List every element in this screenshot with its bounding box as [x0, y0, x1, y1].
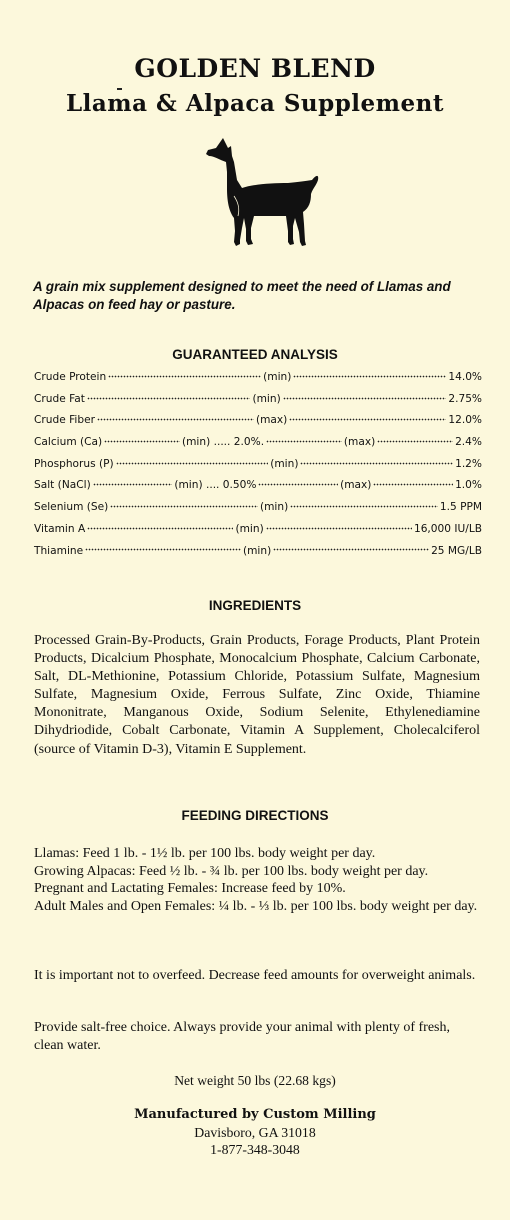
llama-silhouette-icon — [202, 136, 320, 250]
leader-dots — [85, 544, 241, 554]
ingredients-heading: INGREDIENTS — [208, 598, 302, 613]
analysis-row — [34, 413, 482, 435]
leader-dots — [110, 500, 258, 510]
feeding-line-growing-alpacas: Growing Alpacas: Feed ½ lb. - ¾ lb. per 100 lbs. body weight per day. — [34, 863, 429, 879]
nutrient-name: Crude Fiber — [34, 414, 95, 427]
leader-dots — [108, 370, 261, 380]
leader-dots — [97, 413, 254, 423]
leader-dots — [377, 435, 453, 445]
leader-dots — [293, 370, 446, 380]
nutrient-value: 16,000 IU/LB — [413, 522, 483, 535]
leader-dots — [87, 392, 251, 402]
nutrient-name: Thiamine — [34, 544, 84, 557]
nutrient-name: Crude Protein — [34, 371, 107, 383]
feeding-heading: FEEDING DIRECTIONS — [181, 808, 329, 823]
nutrient-qualifier: (max) — [343, 436, 376, 449]
analysis-row — [34, 392, 482, 414]
leader-dots — [104, 435, 180, 445]
nutrient-qualifier: (min) — [259, 501, 289, 514]
nutrient-value: 1.0% — [455, 479, 482, 492]
product-title: GOLDEN BLEND — [134, 54, 376, 83]
nutrient-value: 12.0% — [448, 414, 482, 427]
manufacturer-block — [0, 1106, 510, 1159]
leader-dots — [273, 544, 429, 554]
analysis-row — [34, 370, 482, 392]
analysis-row — [34, 435, 482, 457]
leader-dots — [266, 435, 342, 445]
analysis-row — [34, 500, 482, 522]
feeding-line-llamas: Llamas: Feed 1 lb. - 1½ lb. per 100 lbs. body weight per day. — [34, 846, 376, 861]
manufacturer-name: Manufactured by Custom Milling — [134, 1107, 376, 1122]
nutrient-qualifier: (min) — [270, 457, 299, 470]
leader-dots — [373, 478, 453, 488]
nutrient-value: 1.2% — [455, 457, 482, 470]
leader-dots — [289, 413, 446, 423]
nutrient-qualifier: (max) — [255, 414, 288, 427]
leader-dots — [300, 457, 453, 467]
nutrient-name: Vitamin A — [34, 522, 86, 535]
ingredients-text: Processed Grain-By-Products, Grain Products, Forage Products, Plant Protein Products, Dicalcium Phosphate, Monocalcium Phosphate, Calcium Carbonate, Salt, DL-Methionine, Potassium Chloride, Potassium Sulfate, Magnesium Sulfate, Magnesium Oxide, Ferrous Sulfate, Zinc Oxide, Thiamine Mononitrate, Manganous Oxide, Sodium Selenite, Ethylenediamine Dihydriodide, Cobalt Carbonate, Vitamin A Supplement, Cholecalciferol (source of Vitamin D-3), Vitamin E Supplement. — [34, 633, 480, 757]
nutrient-name: Crude Fat — [34, 392, 85, 405]
nutrient-value: 14.0% — [448, 371, 482, 383]
analysis-table — [34, 370, 482, 565]
analysis-row — [34, 478, 482, 500]
feeding-line-pregnant-females: Pregnant and Lactating Females: Increase feed by 10%. — [34, 881, 346, 896]
manufacturer-city: Davisboro, GA 31018 — [194, 1124, 316, 1140]
nutrient-qualifier: (min) — [235, 522, 264, 535]
nutrient-min-value: (min) ..... 2.0%. — [181, 436, 265, 449]
overfeed-note: It is important not to overfeed. Decrease feed amounts for overweight animals. — [34, 968, 476, 983]
nutrient-min-value: (min) .... 0.50% — [174, 479, 257, 492]
leader-dots — [283, 392, 447, 402]
nutrient-value: 2.75% — [448, 392, 482, 405]
leader-dots — [116, 457, 269, 467]
feeding-line-adult-males: Adult Males and Open Females: ¼ lb. - ⅓ lb. per 100 lbs. body weight per day. — [34, 898, 478, 914]
leader-dots — [266, 522, 412, 532]
nutrient-value: 25 MG/LB — [431, 544, 482, 557]
leader-dots — [290, 500, 438, 510]
tagline: A grain mix supplement designed to meet the need of Llamas and Alpacas on feed hay or pasture. — [33, 279, 451, 312]
nutrient-qualifier: (max) — [340, 479, 372, 492]
analysis-row — [34, 457, 482, 479]
nutrient-value: 2.4% — [455, 436, 482, 449]
manufacturer-phone: 1-877-348-3048 — [210, 1142, 300, 1158]
nutrient-qualifier: (min) — [242, 544, 272, 557]
nutrient-qualifier: (min) — [252, 392, 281, 405]
nutrient-name: Selenium (Se) — [34, 501, 109, 514]
leader-dots — [258, 478, 338, 488]
nutrient-value: 1.5 PPM — [439, 501, 483, 514]
water-note: Provide salt-free choice. Always provide your animal with plenty of fresh, clean water. — [34, 1020, 450, 1053]
nutrient-name: Calcium (Ca) — [34, 436, 103, 449]
analysis-heading: GUARANTEED ANALYSIS — [172, 347, 338, 362]
product-subtitle: Llama & Alpaca Supplement — [66, 90, 444, 117]
nutrient-name: Salt (NaCl) — [34, 479, 91, 492]
leader-dots — [87, 522, 233, 532]
analysis-row — [34, 522, 482, 544]
leader-dots — [93, 478, 173, 488]
nutrient-qualifier: (min) — [263, 371, 292, 383]
feeding-directions — [34, 845, 482, 915]
analysis-row — [34, 544, 482, 566]
net-weight: Net weight 50 lbs (22.68 kgs) — [174, 1073, 336, 1088]
nutrient-name: Phosphorus (P) — [34, 457, 114, 470]
